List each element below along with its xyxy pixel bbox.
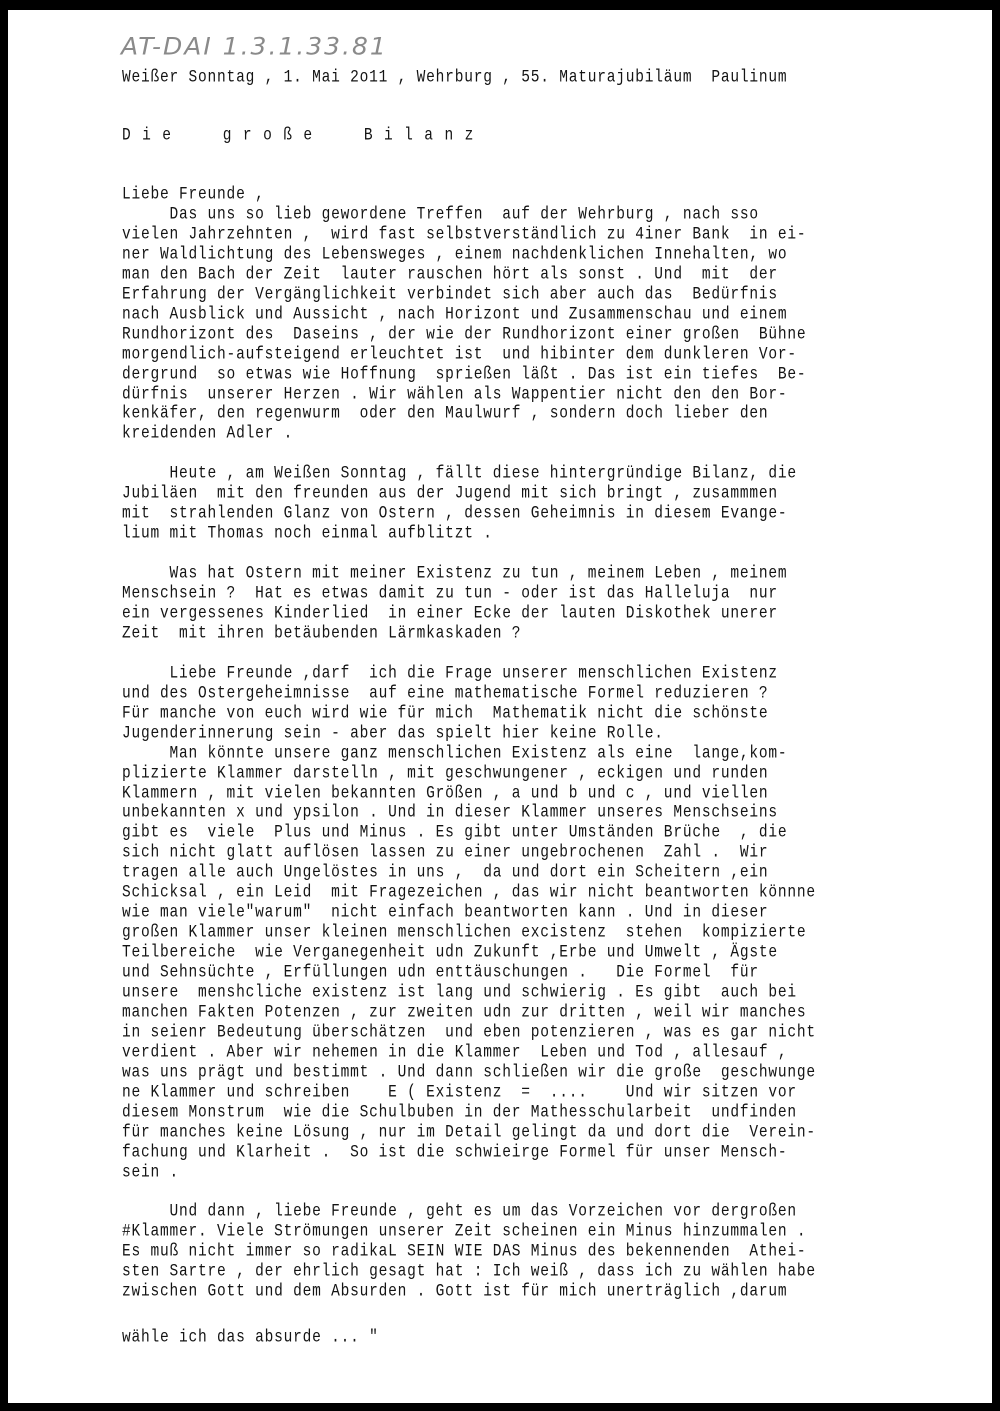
- body-line: Liebe Freunde ,: [122, 184, 265, 204]
- body-line: Und dann , liebe Freunde , geht es um das Vorzeichen vor dergroßen: [122, 1201, 797, 1222]
- body-line: sten Sartre , der ehrlich gesagt hat : Ich weiß , dass ich zu wählen habe: [122, 1261, 816, 1282]
- body-line: tragen alle auch Ungelöstes in uns , da und dort ein Scheitern ,ein: [122, 862, 769, 883]
- body-line: Für manche von euch wird wie für mich Mathematik nicht die schönste: [122, 702, 769, 723]
- body-line: Das uns so lieb gewordene Treffen auf der Wehrburg , nach sso: [122, 203, 759, 224]
- body-line: nach Ausblick und Aussicht , nach Horizont und Zusammenschau und einem: [122, 303, 788, 324]
- body-line: Zeit mit ihren betäubenden Lärmkaskaden ?: [122, 622, 522, 643]
- body-line: wie man viele"warum" nicht einfach beantworten kann . Und in dieser: [122, 902, 769, 923]
- body-line: fachung und Klarheit . So ist die schwieirge Formel für unser Mensch-: [122, 1141, 788, 1162]
- body-line: mit strahlenden Glanz von Ostern , dessen Geheimnis in diesem Evange-: [122, 503, 788, 524]
- body-line: Liebe Freunde ,darf ich die Frage unserer menschlichen Existenz: [122, 662, 778, 683]
- body-line: sein .: [122, 1161, 180, 1182]
- body-line: Klammern , mit vielen bekannten Größen , a und b und c , und viellen: [122, 782, 769, 803]
- body-line: kreidenden Adler .: [122, 423, 294, 444]
- body-line: Jugenderinnerung sein - aber das spielt hier keine Rolle.: [122, 722, 664, 743]
- body-line: Heute , am Weißen Sonntag , fällt diese hintergründige Bilanz, die: [122, 463, 797, 484]
- body-line: vielen Jahrzehnten , wird fast selbstverständlich zu 4iner Bank in ei-: [122, 223, 807, 244]
- body-line: für manches keine Lösung , nur im Detail gelingt da und dort die Verein-: [122, 1121, 816, 1142]
- archive-reference-handwritten: AT-DAI 1.3.1.33.81: [121, 32, 388, 61]
- body-line: lium mit Thomas noch einmal aufblitzt .: [122, 523, 493, 544]
- document-title: Die große Bilanz: [122, 125, 485, 145]
- body-line: und Sehnsüchte , Erfüllungen udn enttäuschungen . Die Formel für: [122, 962, 759, 982]
- body-line: morgendlich-aufsteigend erleuchtet ist und hibinter dem dunkleren Vor-: [122, 343, 797, 364]
- body-line: verdient . Aber wir nehemen in die Klammer Leben und Tod , allesauf ,: [122, 1041, 788, 1062]
- body-line: Jubiläen mit den freunden aus der Jugend mit sich bringt , zusammmen: [122, 483, 778, 504]
- document-page: [8, 10, 992, 1403]
- closing-line: wähle ich das absurde ... ": [122, 1327, 379, 1347]
- body-line: Erfahrung der Vergänglichkeit verbindet sich aber auch das Bedürfnis: [122, 283, 778, 304]
- body-line: kenkäfer, den regenwurm oder den Maulwurf , sondern doch lieber den: [122, 403, 769, 424]
- body-line: Man könnte unsere ganz menschlichen Existenz als eine lange,kom-: [122, 742, 788, 763]
- body-line: unsere menshcliche existenz ist lang und schwierig . Es gibt auch bei: [122, 982, 797, 1002]
- body-line: Was hat Ostern mit meiner Existenz zu tun , meinem Leben , meinem: [122, 563, 788, 583]
- body-line: man den Bach der Zeit lauter rauschen hört als sonst . Und mit der: [122, 263, 778, 284]
- body-line: großen Klammer unser kleinen menschlichen excistenz stehen kompizierte: [122, 922, 807, 943]
- body-line: dürfnis unserer Herzen . Wir wählen als Wappentier nicht den den Bor-: [122, 383, 788, 404]
- body-line: Menschsein ? Hat es etwas damit zu tun - oder ist das Halleluja nur: [122, 583, 778, 603]
- body-line: ner Waldlichtung des Lebensweges , einem nachdenklichen Innehalten, wo: [122, 243, 788, 264]
- body-line: Teilbereiche wie Verganegenheit udn Zukunft ,Erbe und Umwelt , Ägste: [122, 942, 778, 963]
- body-line: Es muß nicht immer so radikaL SEIN WIE DAS Minus des bekennenden Athei-: [122, 1241, 807, 1262]
- body-line: Schicksal , ein Leid mit Fragezeichen , das wir nicht beantworten könnne: [122, 882, 816, 903]
- body-line: Rundhorizont des Daseins , der wie der Rundhorizont einer großen Bühne: [122, 323, 807, 344]
- body-line: unbekannten x und ypsilon . Und in dieser Klammer unseres Menschseins: [122, 802, 778, 823]
- body-line: dergrund so etwas wie Hoffnung sprießen läßt . Das ist ein tiefes Be-: [122, 363, 807, 384]
- body-line: diesem Monstrum wie die Schulbuben in der Mathesschularbeit undfinden: [122, 1101, 797, 1122]
- header-line: Weißer Sonntag , 1. Mai 2o11 , Wehrburg , 55. Maturajubiläum Paulinum: [122, 67, 788, 87]
- body-line: zwischen Gott und dem Absurden . Gott ist für mich unerträglich ,darum: [122, 1281, 788, 1302]
- body-line: gibt es viele Plus und Minus . Es gibt unter Umständen Brüche , die: [122, 822, 788, 843]
- body-line: manchen Fakten Potenzen , zur zweiten udn zur dritten , weil wir manches: [122, 1001, 807, 1022]
- body-line: ne Klammer und schreiben E ( Existenz = .... Und wir sitzen vor: [122, 1081, 797, 1102]
- body-line: #Klammer. Viele Strömungen unserer Zeit scheinen ein Minus hinzummalen .: [122, 1221, 807, 1242]
- body-line: sich nicht glatt auflösen lassen zu einer ungebrochenen Zahl . Wir: [122, 842, 769, 863]
- body-line: und des Ostergeheimnisse auf eine mathematische Formel reduzieren ?: [122, 682, 769, 703]
- body-line: was uns prägt und bestimmt . Und dann schließen wir die große geschwunge: [122, 1061, 816, 1082]
- body-line: ein vergessenes Kinderlied in einer Ecke der lauten Diskothek unerer: [122, 602, 778, 623]
- body-line: in seienr Bedeutung überschätzen und eben potenzieren , was es gar nicht: [122, 1021, 816, 1042]
- body-line: plizierte Klammer darstelln , mit geschwungener , eckigen und runden: [122, 762, 769, 783]
